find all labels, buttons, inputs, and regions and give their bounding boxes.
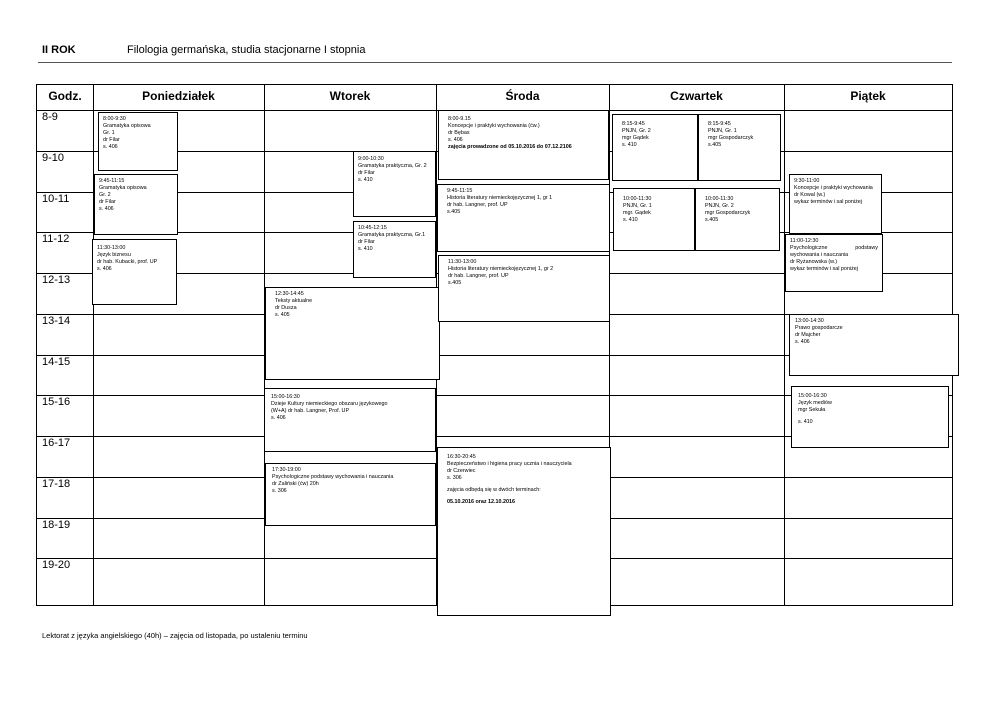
class-time: 9:30-11:00: [794, 178, 820, 184]
class-teacher: dr Filar: [103, 137, 120, 143]
class-time: 17:30-19:00: [272, 467, 301, 473]
class-room: s.405: [447, 209, 461, 215]
class-block-monday-2[interactable]: [94, 174, 178, 235]
class-time: 10:45-12:15: [358, 225, 387, 231]
class-group: Gr. 2: [99, 192, 111, 198]
grid-line: [93, 85, 94, 606]
class-note: wykaz terminów i sal poniżej: [794, 199, 863, 205]
class-room: s. 410: [798, 419, 813, 425]
class-teacher: mgr Gospodarczyk: [708, 135, 754, 141]
class-time: 13:00-14:30: [795, 318, 824, 324]
class-room: s. 306: [272, 488, 287, 494]
class-block-friday-3[interactable]: [789, 314, 959, 376]
class-room: s. 406: [99, 206, 114, 212]
class-time: 8:00-9:30: [103, 116, 126, 122]
class-time: 15:00-16:30: [798, 393, 827, 399]
hour-label: 19-20: [42, 559, 71, 571]
schedule-grid: [36, 84, 953, 606]
class-block-wednesday-3[interactable]: [438, 255, 610, 322]
class-teacher: dr hab. Kubacki, prof. UP: [97, 259, 158, 265]
class-block-thursday-4[interactable]: [695, 188, 780, 251]
class-block-thursday-3[interactable]: [613, 188, 695, 251]
class-teacher: mgr. Gądek: [623, 210, 651, 216]
class-subject: Gramatyka opisowa: [99, 185, 147, 191]
class-subject: Język biznesu: [97, 252, 131, 258]
hour-label: 15-16: [42, 396, 71, 408]
class-subject: Gramatyka opisowa: [103, 123, 151, 129]
class-time: 9:45-11:15: [99, 178, 125, 184]
class-time: 16:30-20:45: [447, 454, 476, 460]
class-room: s.405: [705, 217, 719, 223]
grid-line: [784, 85, 785, 606]
class-teacher: dr Filar: [99, 199, 116, 205]
class-room: s. 410: [623, 217, 638, 223]
class-room: s. 405: [275, 312, 290, 318]
class-block-monday-3[interactable]: [92, 239, 177, 305]
class-teacher: mgr Sekuła: [798, 407, 826, 413]
class-teacher: dr Filar: [358, 170, 375, 176]
class-time: 15:00-16:30: [271, 394, 300, 400]
class-block-thursday-1[interactable]: [612, 114, 698, 181]
class-room: s. 410: [358, 177, 373, 183]
class-subject: Gramatyka praktyczna, Gr. 2: [358, 163, 427, 169]
class-block-tuesday-4[interactable]: [264, 388, 436, 452]
class-time: 9:45-11:15: [447, 188, 473, 194]
class-teacher: dr Czerwiec: [447, 468, 476, 474]
class-block-wednesday-1[interactable]: [438, 110, 609, 180]
class-block-wednesday-4[interactable]: [437, 447, 611, 616]
class-note: wykaz terminów i sal poniżej: [790, 266, 859, 272]
class-block-tuesday-2[interactable]: [353, 221, 436, 278]
class-subject: Psychologiczne podstawy wychowania i nauczania: [272, 474, 394, 480]
class-subject: PNJN, Gr. 2: [705, 203, 734, 209]
header-divider: [38, 62, 952, 63]
class-room: s. 410: [622, 142, 637, 148]
class-block-friday-1[interactable]: [789, 174, 882, 234]
class-time: 12:30-14:45: [275, 291, 304, 297]
class-block-thursday-2[interactable]: [698, 114, 781, 181]
column-header-monday: Poniedziałek: [142, 89, 215, 103]
hour-label: 13-14: [42, 315, 71, 327]
class-subject: PNJN, Gr. 2: [622, 128, 651, 134]
column-header-hours: Godz.: [48, 89, 82, 103]
class-time: 10:00-11:30: [705, 196, 734, 202]
class-subject: Bezpieczeństwo i higiena pracy ucznia i nauczyciela: [447, 461, 572, 467]
class-teacher: dr Filar: [358, 239, 375, 245]
class-time: 8:15-9:45: [708, 121, 731, 127]
class-time: 8:00-9.15: [448, 116, 471, 122]
class-teacher: dr hab. Langner, prof. UP: [447, 202, 508, 208]
class-block-wednesday-2[interactable]: [437, 184, 610, 252]
class-group: Gr. 1: [103, 130, 115, 136]
hour-label: 14-15: [42, 356, 71, 368]
class-room: s. 406: [97, 266, 112, 272]
hour-label: 8-9: [42, 111, 58, 123]
class-teacher: dr Ryżanowska (w.): [790, 259, 838, 265]
class-room: s. 306: [447, 475, 462, 481]
hour-label: 9-10: [42, 152, 65, 164]
class-subject: Psychologiczne podstawy wychowania i nauczania: [790, 245, 878, 258]
class-teacher: dr Dusza: [275, 305, 297, 311]
class-subject: PNJN, Gr. 1: [623, 203, 652, 209]
year-label: II ROK: [42, 44, 76, 56]
class-subject: Język mediów: [798, 400, 832, 406]
hour-label: 16-17: [42, 437, 71, 449]
class-note: zajęcia odbędą się w dwóch terminach:: [447, 487, 541, 493]
page-title: Filologia germańska, studia stacjonarne I stopnia: [127, 44, 366, 56]
class-time: 11:30-13:00: [448, 259, 477, 265]
class-block-tuesday-5[interactable]: [265, 463, 436, 526]
class-block-tuesday-3[interactable]: [265, 287, 440, 380]
class-time: 11:30-13:00: [97, 245, 126, 251]
class-block-tuesday-1[interactable]: [353, 151, 436, 217]
class-room: s. 406: [448, 137, 463, 143]
hour-label: 12-13: [42, 274, 71, 286]
class-subject: Gramatyka praktyczna, Gr.1: [358, 232, 426, 238]
class-teacher: mgr Gądek: [622, 135, 649, 141]
class-subject: Dzieje Kultury niemieckiego obszaru językowego: [271, 401, 388, 407]
class-block-friday-4[interactable]: [791, 386, 949, 448]
class-room: s. 410: [358, 246, 373, 252]
class-room: s. 406: [271, 415, 286, 421]
hour-label: 11-12: [42, 233, 70, 245]
class-room: s.405: [448, 280, 462, 286]
hour-label: 17-18: [42, 478, 71, 490]
hour-label: 18-19: [42, 519, 71, 531]
class-teacher: dr hab. Langner, prof. UP: [448, 273, 509, 279]
class-subject: Historia literatury niemieckojęzycznej 1, gr 1: [447, 195, 553, 201]
column-header-friday: Piątek: [850, 89, 886, 103]
class-subject: Koncepcje i praktyki wychowania: [794, 185, 873, 191]
class-time: 11:00-12:30: [790, 238, 819, 244]
class-note: zajęcia prowadzone od 05.10.2016 do 07.12.2106: [448, 144, 572, 150]
class-subject: PNJN, Gr. 1: [708, 128, 737, 134]
class-block-friday-2[interactable]: [785, 234, 883, 292]
class-subject: Teksty aktualne: [275, 298, 313, 304]
class-time: 10:00-11:30: [623, 196, 652, 202]
class-teacher: dr Majcher: [795, 332, 821, 338]
class-teacher: dr Kowal (w.): [794, 192, 826, 198]
class-subject: Koncepcje i praktyki wychowania (ćw.): [448, 123, 540, 129]
class-subject: Prawo gospodarcze: [795, 325, 843, 331]
class-room: s. 406: [103, 144, 118, 150]
class-block-monday-1[interactable]: [98, 112, 178, 171]
class-teacher: (W+A) dr hab. Langner, Prof. UP: [271, 408, 350, 414]
class-dates: 05.10.2016 oraz 12.10.2016: [447, 499, 516, 505]
column-header-wednesday: Środa: [505, 89, 540, 103]
column-header-tuesday: Wtorek: [329, 89, 371, 103]
class-room: s. 406: [795, 339, 810, 345]
class-time: 8:15-9:45: [622, 121, 645, 127]
class-room: s.405: [708, 142, 722, 148]
class-teacher: mgr Gospodarczyk: [705, 210, 751, 216]
class-subject: Historia literatury niemieckojęzycznej 1, gr 2: [448, 266, 554, 272]
column-header-thursday: Czwartek: [670, 89, 723, 103]
class-time: 9:00-10:30: [358, 156, 384, 162]
hour-label: 10-11: [42, 193, 70, 205]
class-teacher: dr Zaliński (ćw) 20h: [272, 481, 319, 487]
footer-note: Lektorat z języka angielskiego (40h) – zajęcia od listopada, po ustaleniu terminu: [42, 631, 308, 640]
class-teacher: dr Bębas: [448, 130, 470, 136]
